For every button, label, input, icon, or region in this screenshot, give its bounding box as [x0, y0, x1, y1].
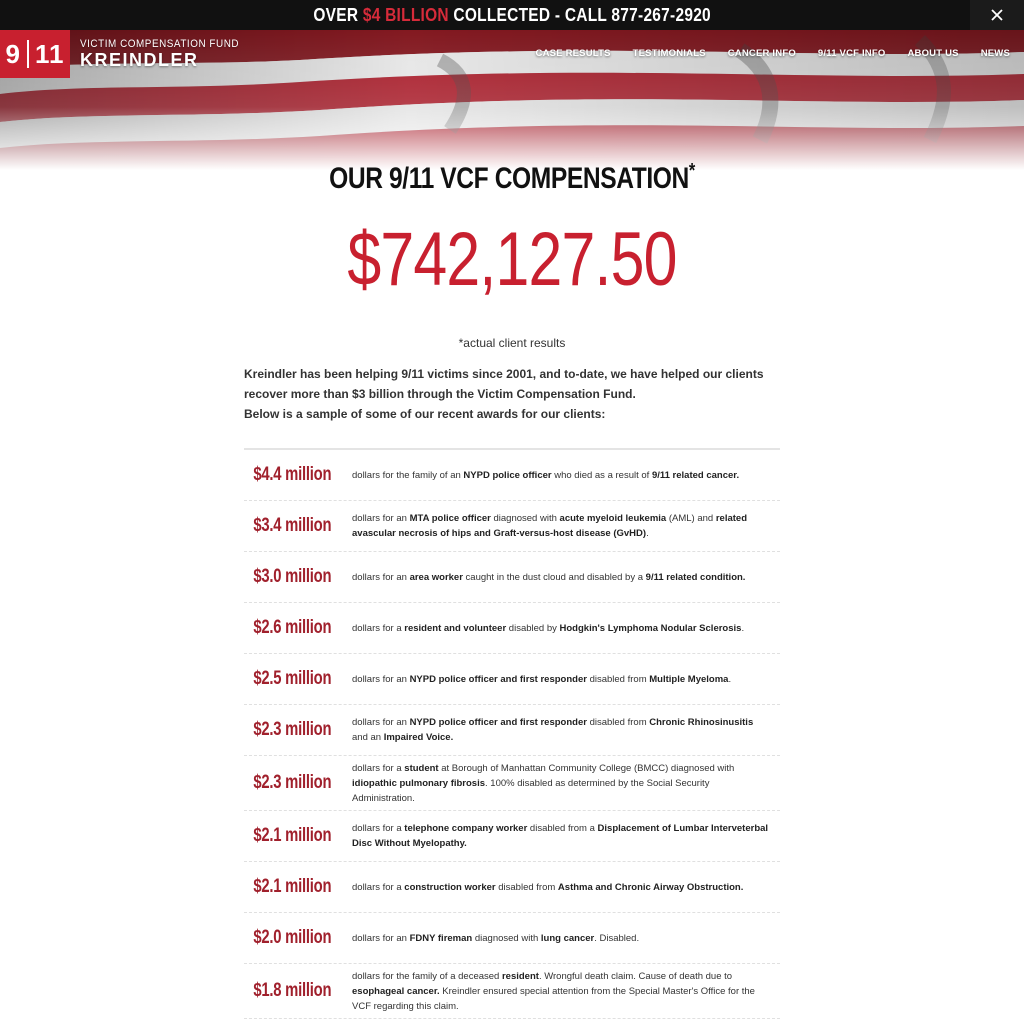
announcement-bar: [0, 0, 1024, 30]
logo-mark-divider: [27, 40, 29, 68]
compensation-amount: $742,127.50: [347, 217, 677, 302]
award-row: [244, 552, 780, 603]
nav-testimonials[interactable]: TESTIMONIALS: [632, 48, 706, 59]
award-row: [244, 756, 780, 811]
award-description: dollars for the family of a deceased resident. Wrongful death claim. Cause of death due to esophageal cancer. Kreindler ensured special attention from the Special Master's Office for the VCF regarding this claim.: [352, 970, 755, 1012]
award-amount: $2.5 million: [253, 668, 332, 689]
page-title-text: OUR 9/11 VCF COMPENSATION: [329, 162, 689, 195]
intro-text: [244, 364, 780, 424]
announcement-prefix: OVER: [313, 4, 363, 25]
award-description: dollars for a resident and volunteer disabled by Hodgkin's Lymphoma Nodular Sclerosis.: [352, 622, 745, 634]
award-description: dollars for an MTA police officer diagnosed with acute myeloid leukemia (AML) and related avascular necrosis of hips and Graft-versus-host disease (GvHD).: [352, 513, 747, 539]
logo-mark-left: 9: [5, 38, 21, 69]
logo-title: KREINDLER: [80, 49, 199, 70]
award-description: dollars for an FDNY fireman diagnosed with lung cancer. Disabled.: [352, 932, 640, 944]
award-row: [244, 450, 780, 501]
award-amount: $2.1 million: [253, 825, 332, 846]
nav-about-us[interactable]: ABOUT US: [907, 48, 959, 59]
award-amount: $2.3 million: [253, 719, 332, 740]
award-description: dollars for an NYPD police officer and first responder disabled from Multiple Myeloma.: [352, 673, 732, 685]
award-description: dollars for an NYPD police officer and first responder disabled from Chronic Rhinosinusitis and an Impaired Voice.: [352, 717, 754, 743]
announcement-highlight: $4 BILLION: [362, 4, 449, 25]
award-amount: $4.4 million: [253, 464, 332, 485]
intro-paragraph: Kreindler has been helping 9/11 victims since 2001, and to-date, we have helped our clients recover more than $3 billion through the Victim Compensation Fund.: [244, 367, 764, 401]
award-amount: $3.4 million: [253, 515, 332, 536]
page-title: [292, 160, 732, 196]
announcement-text[interactable]: [313, 5, 711, 26]
award-row: [244, 654, 780, 705]
award-description: dollars for a telephone company worker disabled from a Displacement of Lumbar Interveterbal Disc Without Myelopathy.: [352, 823, 769, 849]
close-button[interactable]: [970, 0, 1024, 30]
award-row: [244, 811, 780, 862]
award-amount: $2.6 million: [253, 617, 332, 638]
award-amount: $2.1 million: [253, 876, 332, 897]
nav-news[interactable]: NEWS: [980, 48, 1010, 59]
nav-case-results[interactable]: CASE RESULTS: [535, 48, 611, 59]
award-row: [244, 913, 780, 964]
logo-text: [70, 30, 257, 78]
award-amount: $2.3 million: [253, 772, 332, 793]
award-description: dollars for an area worker caught in the dust cloud and disabled by a 9/11 related condition.: [352, 571, 746, 583]
awards-list: [244, 448, 780, 1019]
nav-vcf-info[interactable]: 9/11 VCF INFO: [817, 48, 886, 59]
award-amount: $1.8 million: [253, 980, 332, 1001]
page-title-mark: *: [688, 160, 695, 182]
award-description: dollars for a construction worker disabled from Asthma and Chronic Airway Obstruction.: [352, 881, 744, 893]
logo-mark: [0, 30, 70, 78]
intro-paragraph: Below is a sample of some of our recent awards for our clients:: [244, 407, 606, 421]
site-logo[interactable]: [0, 30, 257, 78]
award-row: [244, 862, 780, 913]
award-description: dollars for the family of an NYPD police officer who died as a result of 9/11 related cancer.: [352, 469, 740, 481]
main-content: [244, 150, 780, 1019]
logo-subtitle: VICTIM COMPENSATION FUND: [80, 37, 240, 50]
award-description: dollars for a student at Borough of Manhattan Community College (BMCC) diagnosed with idiopathic pulmonary fibrosis. 100% disabled as determined by the Social Security Administration.: [352, 762, 735, 804]
award-amount: $3.0 million: [253, 566, 332, 587]
close-icon: [991, 9, 1003, 21]
announcement-suffix: COLLECTED - CALL 877-267-2920: [448, 4, 711, 25]
results-note: *actual client results: [458, 336, 566, 350]
logo-mark-right: 11: [34, 38, 65, 69]
award-row: [244, 705, 780, 756]
award-row: [244, 964, 780, 1019]
award-amount: $2.0 million: [253, 927, 332, 948]
nav-cancer-info[interactable]: CANCER INFO: [727, 48, 796, 59]
main-nav: [536, 48, 1010, 59]
award-row: [244, 501, 780, 552]
award-row: [244, 603, 780, 654]
